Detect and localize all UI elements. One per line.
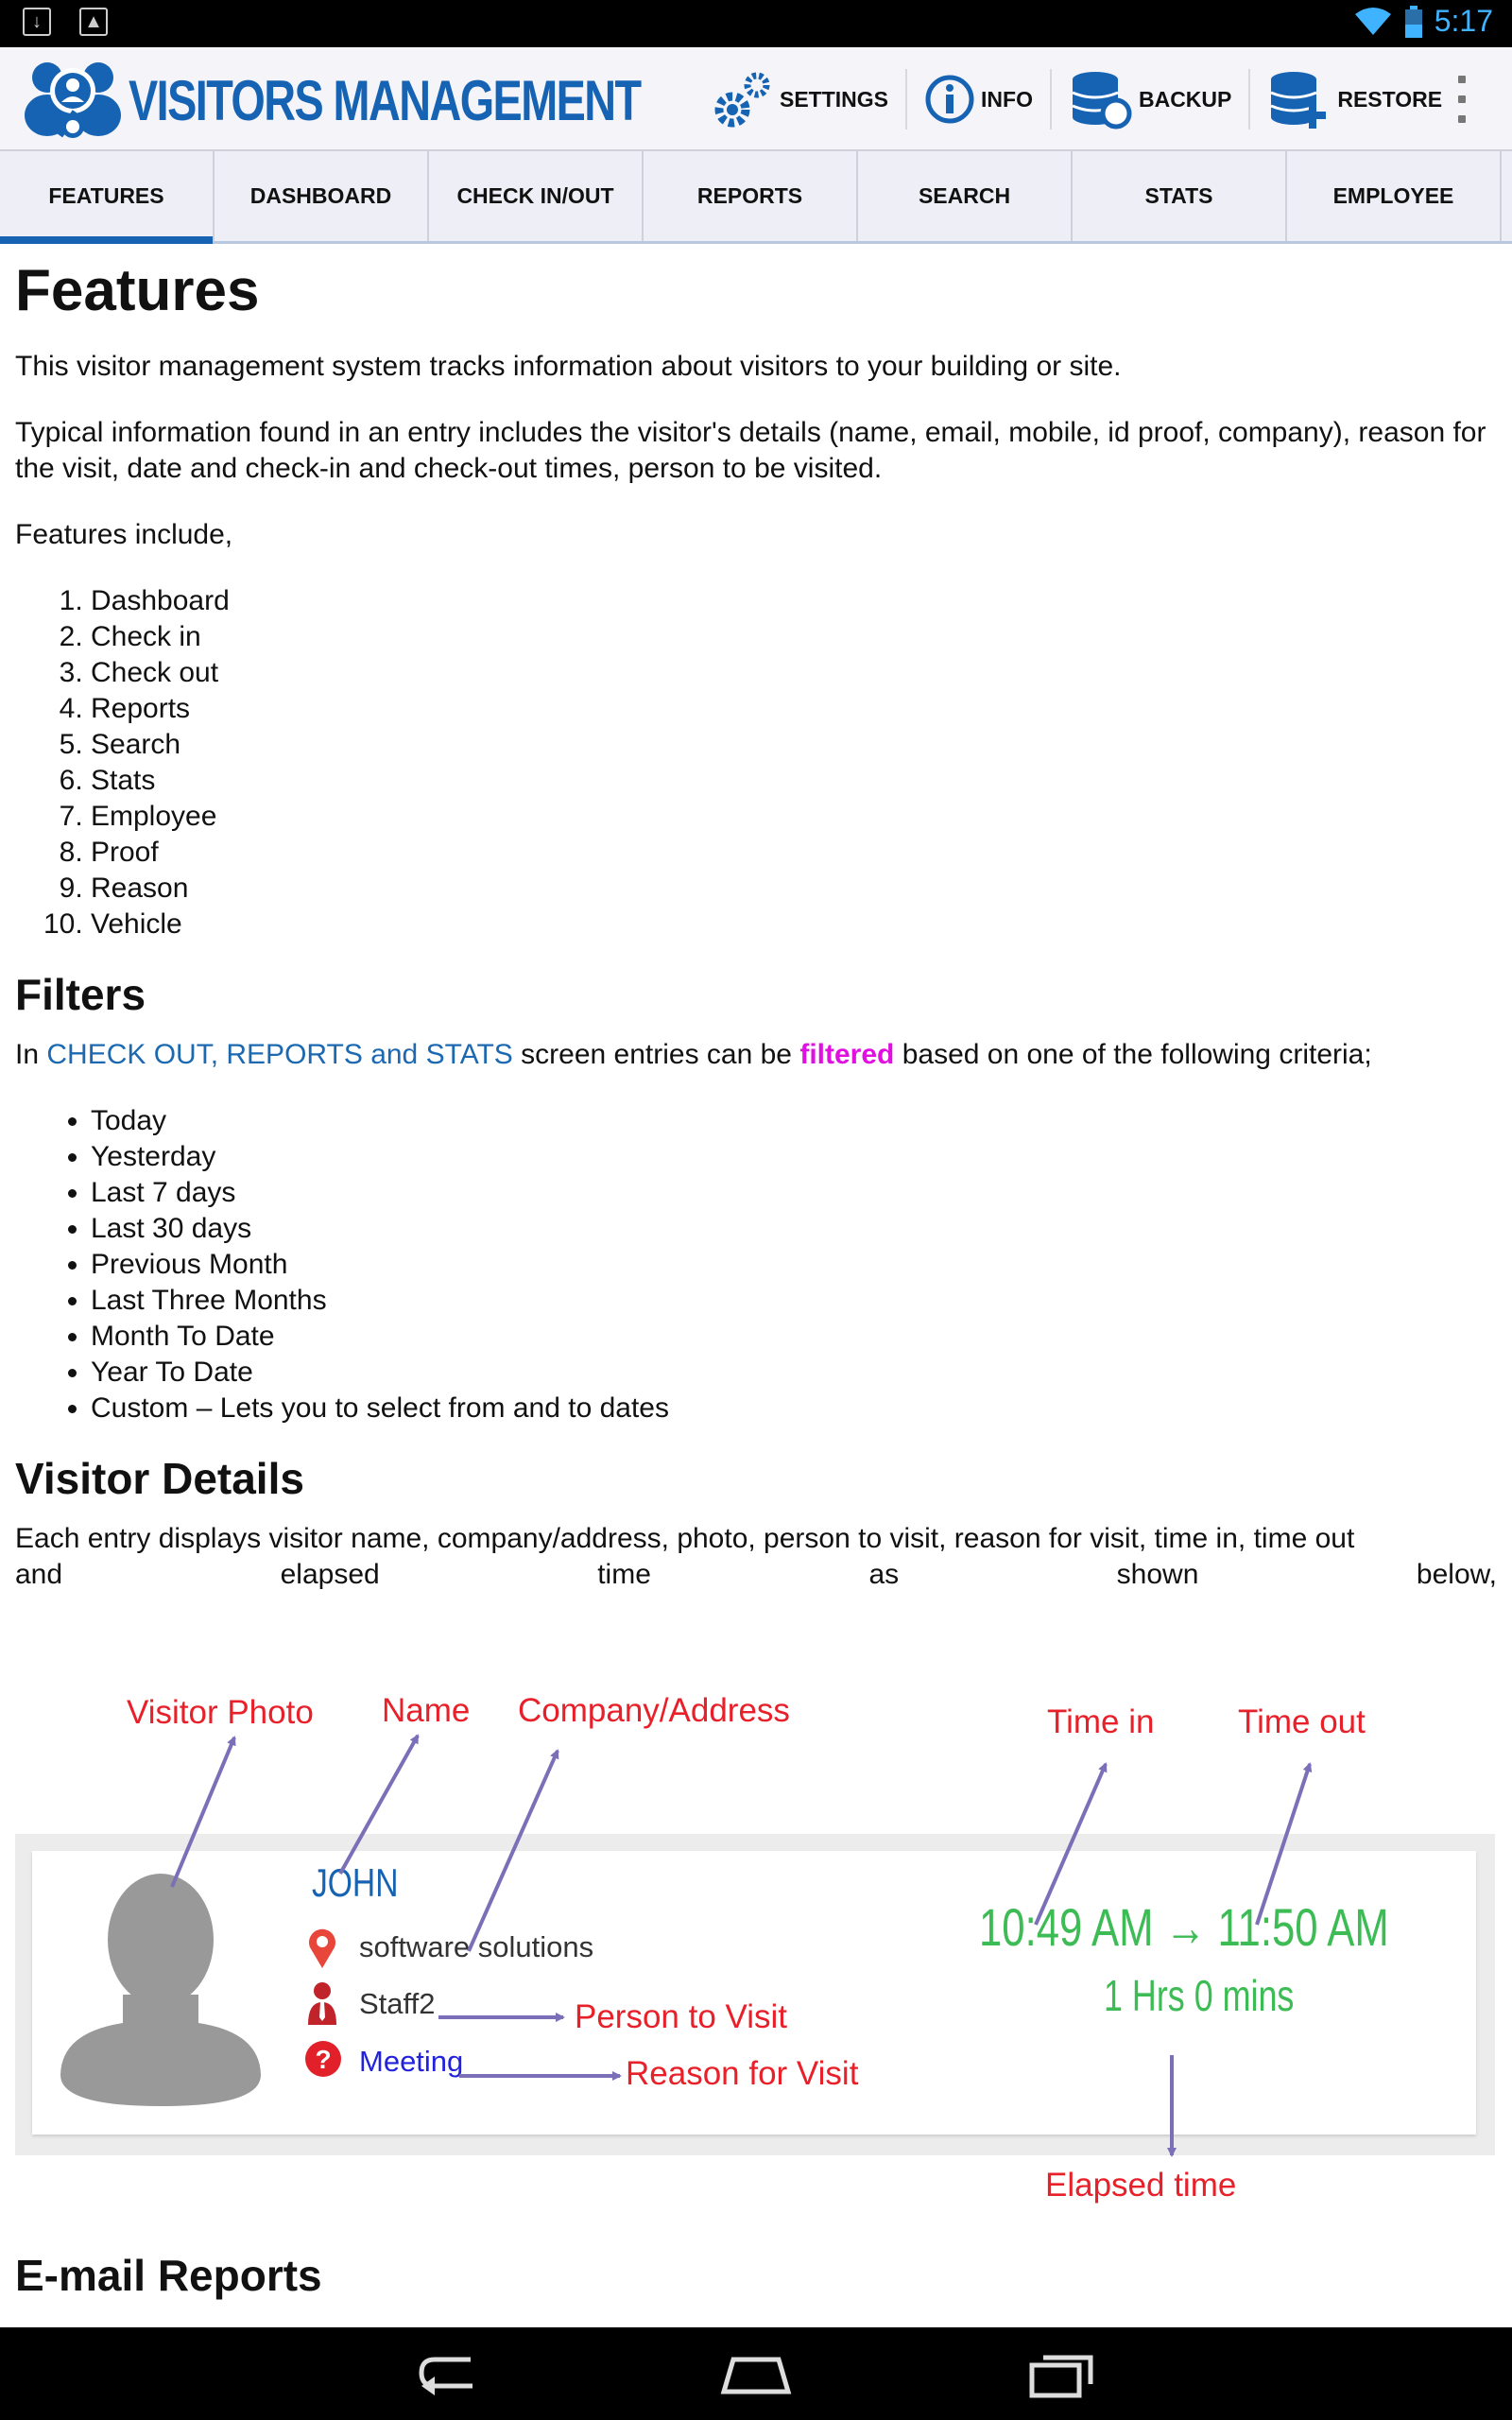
- filtered-highlight: filtered: [799, 1039, 895, 1070]
- settings-button[interactable]: [695, 69, 907, 130]
- label-reason-for-visit: Reason for Visit: [626, 2055, 859, 2092]
- app-title: VISITORS MANAGEMENT: [129, 68, 641, 132]
- label-visitor-photo: Visitor Photo: [127, 1694, 314, 1731]
- screens-link-text: CHECK OUT, REPORTS and STATS: [46, 1039, 513, 1070]
- tab-search[interactable]: SEARCH: [858, 151, 1073, 241]
- list-item: • Last 30 days: [91, 1211, 1497, 1247]
- label-person-to-visit: Person to Visit: [575, 1998, 788, 2035]
- clock: 5:17: [1434, 4, 1493, 38]
- list-item: • Last Three Months: [91, 1283, 1497, 1319]
- tab-features[interactable]: FEATURES: [0, 151, 215, 241]
- label-name: Name: [382, 1692, 471, 1729]
- list-item: 10. Vehicle: [91, 907, 1497, 942]
- download-notification-icon: ↓: [23, 8, 51, 36]
- label-elapsed-time: Elapsed time: [1045, 2167, 1237, 2204]
- person-to-visit: Staff2: [359, 1987, 436, 2020]
- tab-check-in-out[interactable]: CHECK IN/OUT: [429, 151, 644, 241]
- app-logo: [23, 57, 784, 144]
- label-time-out: Time out: [1238, 1703, 1366, 1740]
- restore-button[interactable]: [1250, 69, 1459, 130]
- list-item: 6. Stats: [91, 763, 1497, 799]
- list-item: • Year To Date: [91, 1355, 1497, 1391]
- list-item: 9. Reason: [91, 871, 1497, 907]
- intro-paragraph: This visitor management system tracks information about visitors to your building or site.: [15, 351, 1122, 382]
- visitor-company: software solutions: [359, 1930, 594, 1963]
- wifi-icon: [1353, 7, 1393, 37]
- list-item: • Custom – Lets you to select from and to dates: [91, 1391, 1497, 1426]
- typical-info-paragraph: Typical information found in an entry includes the visitor's details (name, email, mobile, id proof, company), reason for the visit, date and check-in and check-out times, person to be visited.: [15, 417, 1486, 484]
- filters-paragraph: In CHECK OUT, REPORTS and STATS screen entries can be filtered based on one of the following criteria;: [15, 1039, 1372, 1070]
- list-item: • Previous Month: [91, 1247, 1497, 1283]
- list-item: 5. Search: [91, 727, 1497, 763]
- email-reports-heading: E-mail Reports: [15, 2251, 322, 2300]
- tab-stats[interactable]: STATS: [1073, 151, 1287, 241]
- visitor-details-paragraph: Each entry displays visitor name, company/address, photo, person to visit, reason for visit, time in, time out and elapsed time as shown below,: [15, 1523, 1497, 1590]
- filters-list: [15, 1103, 1497, 1426]
- features-lead: Features include,: [15, 519, 233, 550]
- list-item: • Month To Date: [91, 1319, 1497, 1355]
- list-item: 7. Employee: [91, 799, 1497, 835]
- settings-label: SETTINGS: [780, 86, 889, 112]
- info-label: INFO: [981, 86, 1033, 112]
- label-time-in: Time in: [1047, 1703, 1155, 1740]
- home-button[interactable]: [720, 2346, 792, 2399]
- annotation-arrows: [15, 1683, 1495, 2212]
- filters-heading: Filters: [15, 970, 146, 1019]
- visitor-details-heading: Visitor Details: [15, 1454, 304, 1503]
- action-bar: [695, 64, 1459, 134]
- list-item: 4. Reports: [91, 691, 1497, 727]
- tab-reports[interactable]: REPORTS: [644, 151, 858, 241]
- database-backup-icon: [1069, 68, 1133, 130]
- tab-dashboard[interactable]: DASHBOARD: [215, 151, 429, 241]
- features-content: [15, 244, 1497, 1593]
- label-company-address: Company/Address: [518, 1692, 790, 1729]
- gear-icon: [712, 68, 774, 130]
- visitor-logo-icon: [23, 57, 123, 144]
- list-item: 3. Check out: [91, 655, 1497, 691]
- info-button[interactable]: [907, 69, 1052, 130]
- database-restore-icon: [1267, 68, 1332, 130]
- list-item: 8. Proof: [91, 835, 1497, 871]
- back-button[interactable]: [416, 2346, 484, 2399]
- tab-bar: [0, 151, 1512, 244]
- visitor-entry-diagram: [15, 1683, 1495, 2212]
- battery-icon: [1404, 6, 1423, 38]
- svg-text:?: ?: [315, 2045, 332, 2074]
- info-icon: [924, 74, 975, 125]
- status-bar: [0, 0, 1512, 47]
- app-bar: [0, 47, 1512, 151]
- navigation-bar: [0, 2327, 1512, 2420]
- elapsed-time-value: 1 Hrs 0 mins: [1104, 1971, 1295, 2020]
- list-item: • Yesterday: [91, 1139, 1497, 1175]
- page-title: Features: [15, 258, 260, 323]
- visit-reason: Meeting: [359, 2045, 464, 2078]
- overflow-menu-button[interactable]: [1457, 76, 1467, 123]
- tab-employee[interactable]: EMPLOYEE: [1287, 151, 1502, 241]
- restore-label: RESTORE: [1337, 86, 1443, 112]
- time-range: 10:49 AM → 11:50 AM: [979, 1897, 1389, 1957]
- email-reports-section: [15, 2250, 322, 2301]
- image-notification-icon: ▲: [79, 8, 108, 36]
- visitor-name: JOHN: [312, 1860, 399, 1905]
- backup-button[interactable]: [1052, 69, 1250, 130]
- backup-label: BACKUP: [1138, 86, 1232, 112]
- list-item: 1. Dashboard: [91, 583, 1497, 619]
- features-list: [15, 583, 1497, 942]
- list-item: • Last 7 days: [91, 1175, 1497, 1211]
- recent-apps-button[interactable]: [1028, 2346, 1096, 2399]
- list-item: 2. Check in: [91, 619, 1497, 655]
- list-item: • Today: [91, 1103, 1497, 1139]
